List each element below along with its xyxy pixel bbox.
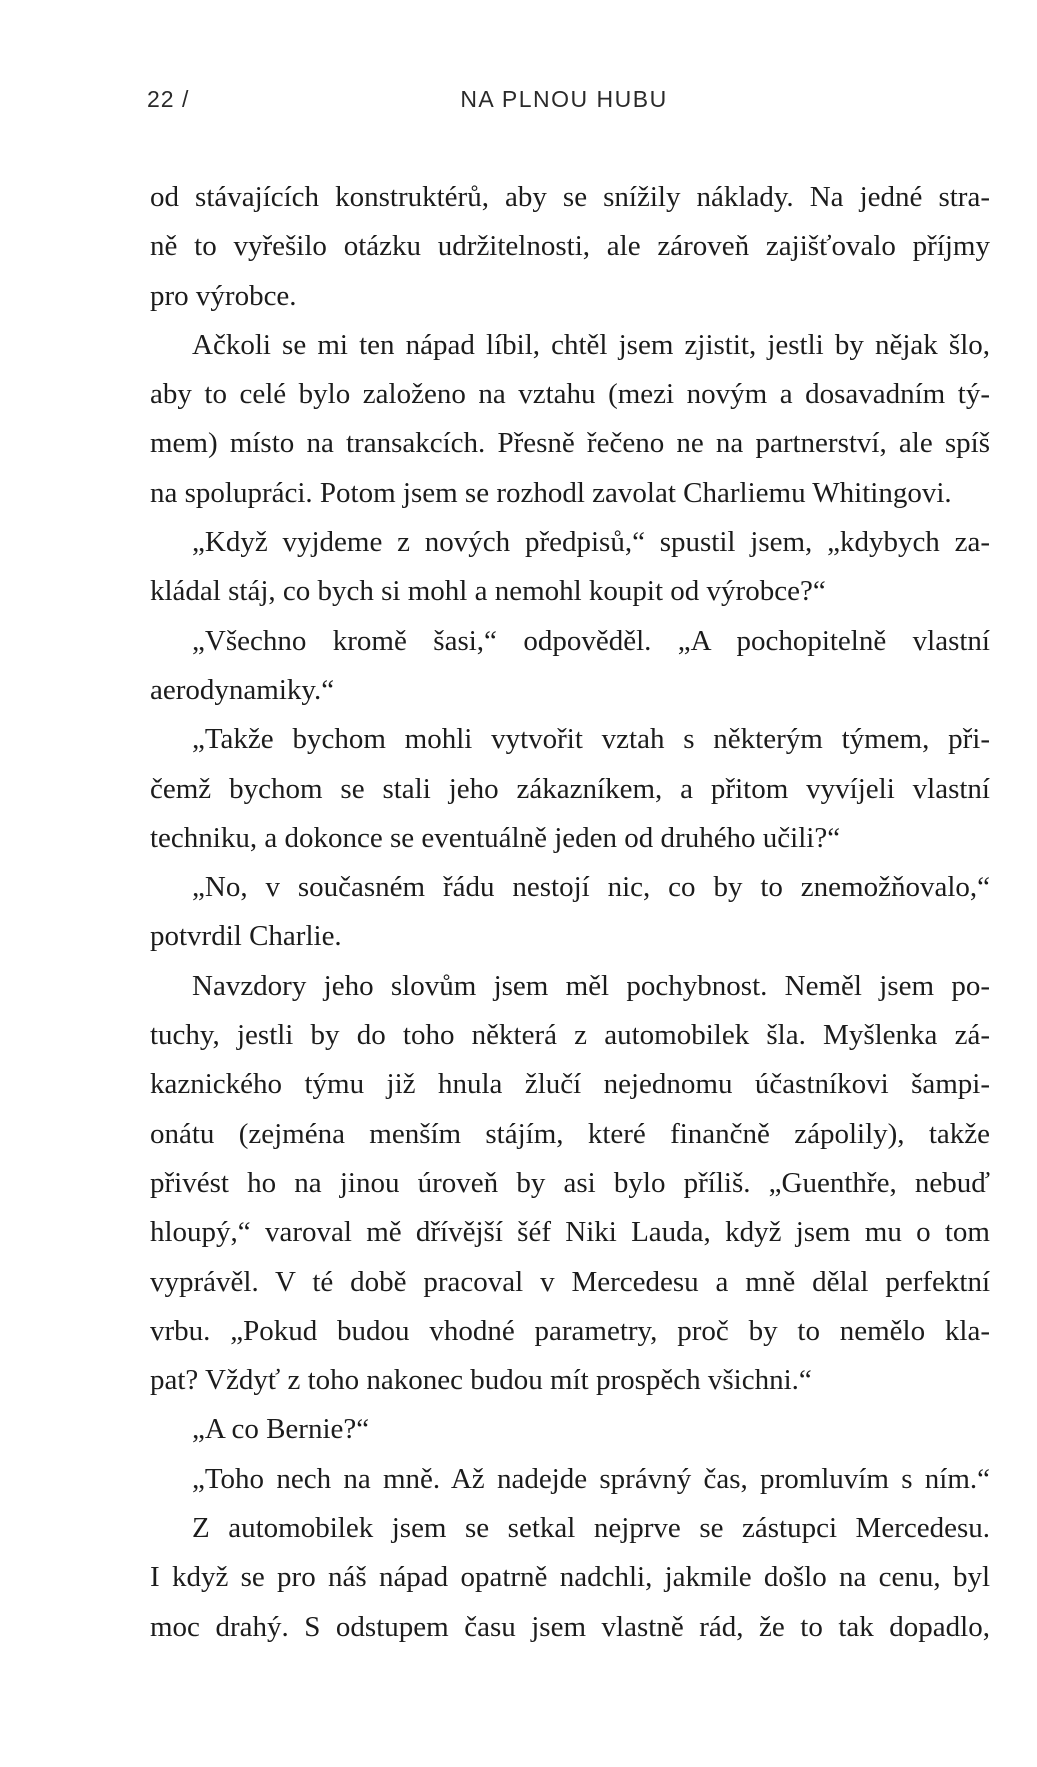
text-line: vyprávěl. V té době pracoval v Mercedesu a mně dělal perfektní bbox=[150, 1265, 990, 1298]
text-line: přivést ho na jinou úroveň by asi bylo příliš. „Guenthře, nebuď bbox=[150, 1166, 990, 1199]
text-line: „A co Bernie?“ bbox=[192, 1413, 370, 1446]
text-line: „Když vyjdeme z nových předpisů,“ spustil jsem, „kdybych za- bbox=[192, 526, 990, 559]
page-number: 22 / bbox=[147, 86, 190, 112]
text-line: na spolupráci. Potom jsem se rozhodl zavolat Charliemu Whitingovi. bbox=[150, 476, 952, 509]
text-line: čemž bychom se stali jeho zákazníkem, a přitom vyvíjeli vlastní bbox=[150, 772, 990, 805]
text-line: I když se pro náš nápad opatrně nadchli, jakmile došlo na cenu, byl bbox=[150, 1561, 990, 1594]
text-line: aby to celé bylo založeno na vztahu (mezi novým a dosavadním tý- bbox=[150, 378, 990, 411]
text-line: „No, v současném řádu nestojí nic, co by to znemožňovalo,“ bbox=[192, 871, 990, 904]
text-line: aerodynamiky.“ bbox=[150, 673, 335, 706]
book-title: NA PLNOU HUBU bbox=[460, 86, 668, 112]
text-line: pro výrobce. bbox=[150, 279, 297, 312]
text-line: „Všechno kromě šasi,“ odpověděl. „A pochopitelně vlastní bbox=[192, 624, 990, 657]
text-line: tuchy, jestli by do toho některá z automobilek šla. Myšlenka zá- bbox=[150, 1019, 990, 1052]
text-line: kaznického týmu již hnula žlučí nejednomu účastníkovi šampi- bbox=[150, 1068, 990, 1101]
text-line: mem) místo na transakcích. Přesně řečeno ne na partnerství, ale spíš bbox=[150, 427, 990, 460]
text-line: onátu (zejména menším stájím, které finančně zápolily), takže bbox=[150, 1117, 990, 1150]
text-line: „Takže bychom mohli vytvořit vztah s některým týmem, při- bbox=[192, 723, 990, 756]
text-line: ně to vyřešilo otázku udržitelnosti, ale zároveň zajišťovalo příjmy bbox=[150, 230, 990, 263]
text-line: kládal stáj, co bych si mohl a nemohl koupit od výrobce?“ bbox=[150, 575, 826, 608]
text-line: Navzdory jeho slovům jsem měl pochybnost. Neměl jsem po- bbox=[192, 969, 990, 1002]
text-line: Ačkoli se mi ten nápad líbil, chtěl jsem zjistit, jestli by nějak šlo, bbox=[192, 328, 990, 361]
text-line: pat? Vždyť z toho nakonec budou mít prospěch všichni.“ bbox=[150, 1364, 812, 1397]
text-line: potvrdil Charlie. bbox=[150, 920, 342, 953]
text-line: hloupý,“ varoval mě dřívější šéf Niki Lauda, když jsem mu o tom bbox=[150, 1216, 990, 1249]
body-text bbox=[150, 173, 990, 1652]
text-line: moc drahý. S odstupem času jsem vlastně rád, že to tak dopadlo, bbox=[150, 1610, 990, 1643]
running-head bbox=[147, 86, 981, 118]
text-line: techniku, a dokonce se eventuálně jeden od druhého učili?“ bbox=[150, 821, 841, 854]
text-line: vrbu. „Pokud budou vhodné parametry, proč by to nemělo kla- bbox=[150, 1314, 990, 1347]
text-line: „Toho nech na mně. Až nadejde správný čas, promluvím s ním.“ bbox=[192, 1462, 990, 1495]
text-line: Z automobilek jsem se setkal nejprve se zástupci Mercedesu. bbox=[192, 1512, 990, 1545]
text-line: od stávajících konstruktérů, aby se snížily náklady. Na jedné stra- bbox=[150, 181, 990, 213]
